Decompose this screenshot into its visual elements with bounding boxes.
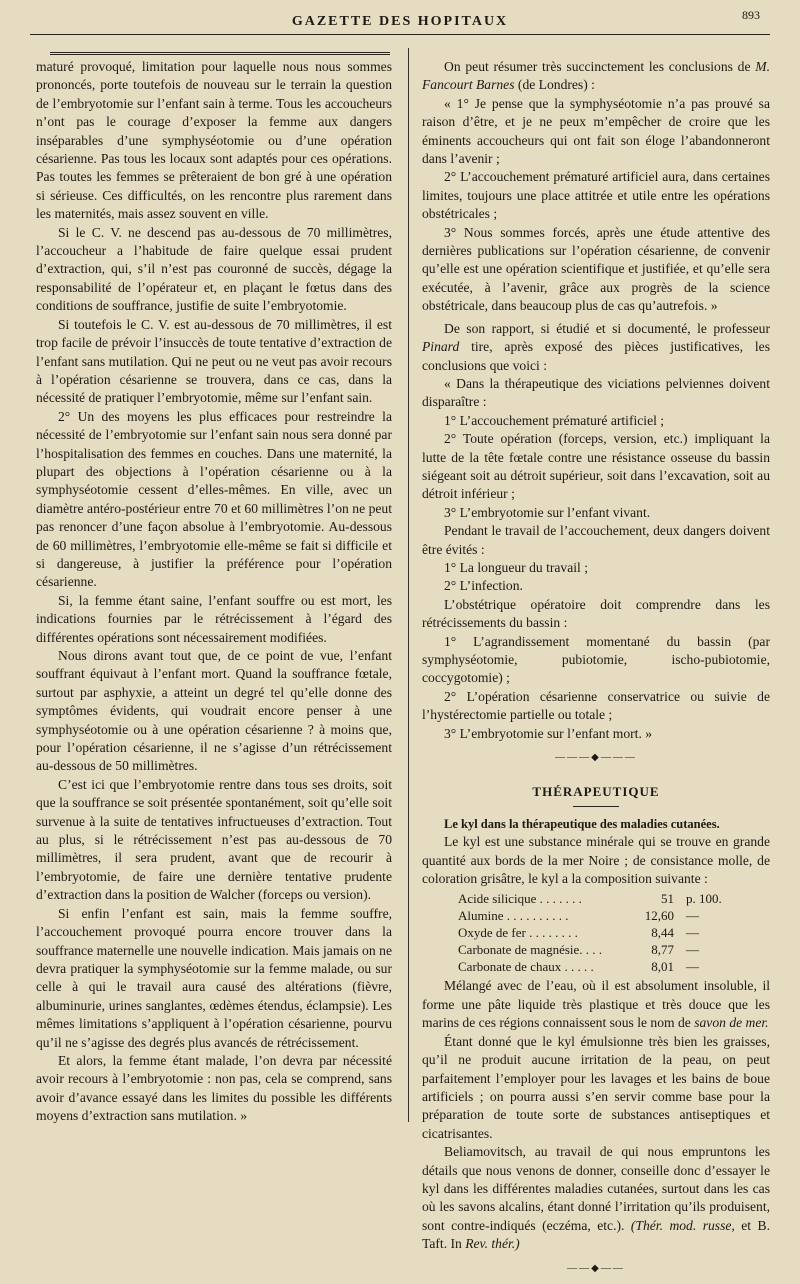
component-unit: p. 100. bbox=[686, 891, 722, 907]
paragraph: Si enfin l’enfant est sain, mais la femme souffre, l’accouchement provoqué pourra encore trouver dans la souffrance maternelle une nouvelle indication. Mais jamais on ne devra pratiquer la symphyséotomie sur la femme malade, ou sur celle à qui le travail aura causé des altérations (fièvre, albuminurie, urines sanglantes, œdèmes étendus, éclampsie). Les mêmes limitations s’appliquent à l’opération césarienne, pourvu qu’il ne s’agisse des degrés plus avancés de rétrécissement. bbox=[36, 905, 392, 1050]
component-name: Carbonate de magnésie. . . . bbox=[458, 942, 603, 958]
journal-title: GAZETTE DES HOPITAUX bbox=[291, 14, 509, 29]
right-column bbox=[422, 58, 770, 1284]
section-title: THÉRAPEUTIQUE bbox=[532, 784, 660, 800]
pinard-conclusions bbox=[422, 375, 770, 743]
list-item: Pendant le travail de l’accouchement, deux dangers doivent être évités : bbox=[422, 523, 770, 557]
table-row bbox=[452, 890, 728, 907]
component-name: Acide silicique . . . . . . . bbox=[458, 891, 582, 907]
paragraph-text: Mélangé avec de l’eau, où il est absolument insoluble, il forme une pâte liquide très plastique et très douce que les marins de ces régions connaissent sous le nom de bbox=[422, 978, 770, 1031]
author-name: Pinard bbox=[422, 339, 460, 355]
list-item: 1° L’accouchement prématuré artificiel ; bbox=[444, 412, 665, 428]
paragraph: Le kyl est une substance minérale qui se trouve en grande quantité aux bords de la mer Noire ; de consistance molle, de coloration grisâtre, le kyl a la composition suivante : bbox=[422, 834, 770, 887]
paragraph: Si le C. V. ne descend pas au-dessous de 70 millimètres, l’accoucheur a l’habitude de faire quelque essai prudent d’extraction, qui, s’il n’est pas couronné de succès, dégage la responsabilité de l’opérateur et, en plaçant le fœtus dans des conditions de souffrance, justifie de suite l’embryotomie. bbox=[36, 224, 392, 314]
component-value: 8,77 bbox=[651, 942, 675, 958]
table-row bbox=[452, 924, 728, 941]
source-citation: (Thér. mod. russe, bbox=[630, 1217, 735, 1233]
left-column bbox=[36, 58, 392, 1126]
list-item: 3° L’embryotomie sur l’enfant vivant. bbox=[444, 504, 651, 520]
article-subheading: Le kyl dans la thérapeutique des maladies cutanées. bbox=[444, 816, 720, 831]
author-name: M. Fancourt Barnes bbox=[422, 59, 770, 93]
paragraph: 2° Un des moyens les plus efficaces pour restreindre la nécessité de l’embryotomie sur l’enfant sain nous sera donné par l’hospitalisation des femmes en couches. Dans une maternité, la plupart des objections à l’opération césarienne ou à la symphyséotomie cessent d’elles-mêmes. En ville, avec un diamètre antéro-postérieur entre 70 et 60 millimètres l’on ne peut pas renoncer d’une façon absolue à l’embryotomie. Au-dessous de 60 millimètres, l’embryotomie elle-même se fait si difficile et si dangereuse, à justifier la préférence pour l’opération césarienne. bbox=[36, 408, 392, 590]
paragraph: C’est ici que l’embryotomie rentre dans tous ses droits, soit que la souffrance se soit présentée spontanément, soit qu’elle soit survenue à la suite de tentatives infructueuses d’extraction. Tout au plus, si le rétrécissement n’est pas au-dessous de 70 millimètres, il sera prudent, avant que de recourir à l’embryotomie, de faire une dernière tentative prudente d’extraction dans la position de Walcher (forceps ou version). bbox=[36, 776, 392, 903]
page-header bbox=[0, 0, 800, 34]
component-name: Alumine . . . . . . . . . . bbox=[458, 908, 569, 924]
list-item: 2° L’accouchement prématuré artificiel aura, dans certaines limites, toujours une place attitrée et utile entre les opérations obstétricales ; bbox=[422, 169, 770, 222]
list-item: 2° Toute opération (forceps, version, etc.) impliquant la lutte de la tête fœtale contre une résistance osseuse du bassin siégeant soit au détroit supérieur, soit dans l’excavation, soit au détroit inférieur ; bbox=[422, 431, 770, 502]
composition-table bbox=[452, 890, 728, 975]
table-row bbox=[452, 958, 728, 975]
component-value: 8,44 bbox=[651, 925, 675, 941]
paragraph: maturé provoqué, limitation pour laquelle nous nous sommes prononcés, porte toutefois de nouveau sur le terrain la question de l’embryotomie sur l’enfant sain à terme. Tous les accoucheurs n’ont pas le courage d’exposer la femme aux dangers inséparables d’une symphyséotomie ou d’une opération césarienne. Pas tous les locaux sont adaptés pour ces opérations. Pas toutes les femmes se prêteraient de bon gré à une opération si sérieuse. Ces difficultés, on les rencontre plus rarement dans les maternités, mais assez souvent en ville. bbox=[36, 59, 392, 222]
component-name: Oxyde de fer . . . . . . . . bbox=[458, 925, 578, 941]
component-value: 51 bbox=[661, 891, 675, 907]
author-suffix: (de Londres) : bbox=[514, 77, 595, 93]
paragraph: Si, la femme étant saine, l’enfant souffre ou est mort, les indications fournies par le rétrécissement à l’égard des différentes opérations sont nécessairement modifiées. bbox=[36, 592, 392, 645]
component-unit: — bbox=[686, 959, 700, 975]
list-item: 1° L’agrandissement momentané du bassin (par symphyséotomie, pubiotomie, ischo-pubiotomie, coccygotomie) ; bbox=[422, 633, 770, 686]
component-value: 8,01 bbox=[651, 959, 675, 975]
list-item: L’obstétrique opératoire doit comprendre dans les rétrécissements du bassin : bbox=[422, 596, 770, 631]
table-row bbox=[452, 941, 728, 958]
intro-text: tire, après exposé des pièces justificatives, les conclusions que voici : bbox=[422, 339, 770, 373]
source-citation-tail: et B. Taft. In bbox=[422, 1217, 770, 1252]
paragraph: Étant donné que le kyl émulsionne très bien les graisses, qu’il ne produit aucune irritation de la peau, on peut parfaitement l’employer pour les lavages et les bains de boue artificiels ; on pourra aussi s’en servir comme base pour la préparation de toute sorte de substances antiseptiques et cicatrisantes. bbox=[422, 1033, 770, 1141]
section-rule bbox=[573, 806, 619, 807]
barnes-conclusions bbox=[422, 95, 770, 316]
component-unit: — bbox=[686, 942, 700, 958]
component-unit: — bbox=[686, 908, 700, 924]
paragraph-text: Beliamovitsch, au travail de qui nous empruntons les détails que nous venons de donner, conseille donc d’essayer le kyl dans les différentes maladies cutanées, surtout dans les cas où les savons alcalins, étant donné l’irritation qu’ils produisent, sont contre-indiqués (eczéma, etc.). bbox=[422, 1144, 770, 1233]
page-number: 893 bbox=[742, 8, 760, 22]
component-unit: — bbox=[686, 925, 700, 941]
list-item: 1° La longueur du travail ; bbox=[444, 559, 588, 575]
table-row bbox=[452, 907, 728, 924]
list-item: « Dans la thérapeutique des viciations pelviennes doivent disparaître : bbox=[422, 375, 770, 410]
source-journal: Rev. thér.) bbox=[465, 1236, 520, 1252]
ornament-divider: ——◆—— bbox=[567, 1262, 625, 1274]
component-value: 12,60 bbox=[644, 908, 675, 924]
intro-text: On peut résumer très succinctement les conclusions de bbox=[444, 59, 751, 74]
column-top-rule bbox=[50, 52, 390, 55]
header-rule bbox=[30, 34, 770, 35]
paragraph: Nous dirons avant tout que, de ce point de vue, l’enfant souffrant équivaut à l’enfant mort. Quand la souffrance fœtale, surtout par asphyxie, a atteint un degré tel qu’elle donne des symptômes évidents, qui voudrait encore penser à une symphyséotomie ou à une opération césarienne ? à moins que, pour l’opération césarienne, il ne s’agisse d’un rétrécissement au-dessous de 50 millimètres. bbox=[36, 648, 392, 774]
barnes-intro bbox=[422, 58, 770, 95]
paragraph bbox=[422, 977, 770, 1032]
column-divider bbox=[408, 48, 409, 1122]
intro-text: De son rapport, si étudié et si documenté, le professeur bbox=[444, 320, 770, 336]
list-item: 2° L’opération césarienne conservatrice ou suivie de l’hystérectomie partielle ou totale ; bbox=[422, 688, 770, 723]
italic-term: savon de mer. bbox=[694, 1015, 769, 1031]
list-item: 3° L’embryotomie sur l’enfant mort. » bbox=[444, 725, 653, 741]
paragraph: Si toutefois le C. V. est au-dessous de 70 millimètres, il est trop facile de prévoir l’insuccès de toute tentative d’extraction de l’enfant sans mutilation. Qui ne peut ou ne veut pas avoir recours à l’opération césarienne se trouvera, dans ce cas, dans la nécessité de pratiquer l’embryotomie, même sur l’enfant sain. bbox=[36, 316, 392, 406]
list-item: « 1° Je pense que la symphyséotomie n’a pas prouvé sa raison d’être, et je ne peux m’empêcher de croire que les éminents accoucheurs qui ont fait son éloge l’abandonneront dans l’avenir ; bbox=[422, 95, 770, 167]
list-item: 3° Nous sommes forcés, après une étude attentive des dernières publications sur l’opération césarienne, de convenir qu’elle est une opération scientifique et justifiée, et qu’elle sera exécutée, à l’avenir, grâce aux progrès de la science obstétricale, dans beaucoup plus de cas qu’autrefois. » bbox=[422, 224, 770, 314]
list-item: 2° L’infection. bbox=[444, 578, 523, 594]
pinard-intro bbox=[422, 320, 770, 375]
component-name: Carbonate de chaux . . . . . bbox=[458, 959, 594, 975]
paragraph: Et alors, la femme étant malade, l’on devra par nécessité avoir recours à l’embryotomie : non pas, cela se comprend, sans avoir d’avance essayé dans les limites du possible les différents moyens d’extraction sans mutilation. » bbox=[36, 1052, 392, 1124]
ornament-divider: ———◆——— bbox=[555, 752, 637, 764]
paragraph bbox=[422, 1143, 770, 1253]
